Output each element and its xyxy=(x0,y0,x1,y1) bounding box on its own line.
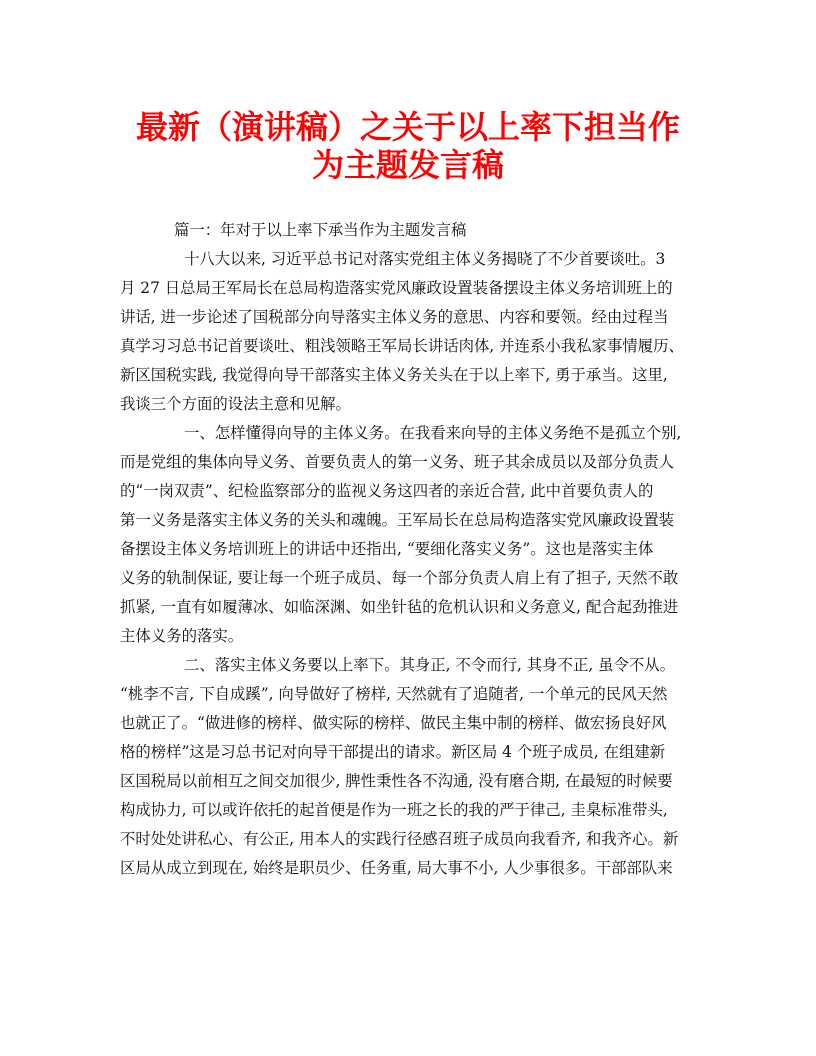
paragraph-line: 讲话, 进一步论述了国税部分向导落实主体义务的意思、内容和要领。经由过程当 xyxy=(120,308,669,326)
paragraph-line: 备摆设主体义务培训班上的讲话中还指出, “要细化落实义务”。这也是落实主体 xyxy=(120,540,654,558)
paragraph-line: “桃李不言, 下自成蹊”, 向导做好了榜样, 天然就有了追随者, 一个单元的民风天然 xyxy=(120,685,668,703)
section-heading: 篇一：年对于以上率下承当作为主题发言稿 xyxy=(174,221,467,239)
paragraph-line: 第一义务是落实主体义务的关头和魂魄。王军局长在总局构造落实党风廉政设置装 xyxy=(120,511,675,529)
paragraph-line: 二、落实主体义务要以上率下。其身正, 不令而行, 其身不正, 虽令不从。 xyxy=(184,656,676,674)
paragraph-line: 区国税局以前相互之间交加很少, 脾性秉性各不沟通, 没有磨合期, 在最短的时候要 xyxy=(120,772,673,790)
paragraph-line: 义务的轨制保证, 要让每一个班子成员、每一个部分负责人肩上有了担子, 天然不敢 xyxy=(120,569,679,587)
paragraph-line: 抓紧, 一直有如履薄冰、如临深渊、如坐针毡的危机认识和义务意义, 配合起劲推进 xyxy=(120,598,679,616)
paragraph-line: 的“一岗双责”、纪检监察部分的监视义务这四者的亲近合营, 此中首要负责人的 xyxy=(120,482,654,500)
paragraph-line: 区局从成立到现在, 始终是职员少、任务重, 局大事不小, 人少事很多。干部部队来 xyxy=(120,859,673,877)
paragraph-line: 不时处处讲私心、有公正, 用本人的实践行径感召班子成员向我看齐, 和我齐心。新 xyxy=(120,830,679,848)
paragraph-line: 十八大以来, 习近平总书记对落实党组主体义务揭晓了不少首要谈吐。3 xyxy=(184,250,666,268)
paragraph-line: 新区国税实践, 我觉得向导干部落实主体义务关头在于以上率下, 勇于承当。这里, xyxy=(120,366,668,384)
document-title-line-2: 为主题发言稿 xyxy=(311,146,504,184)
paragraph-line: 月 27 日总局王军局长在总局构造落实党风廉政设置装备摆设主体义务培训班上的 xyxy=(120,279,673,297)
paragraph-line: 而是党组的集体向导义务、首要负责人的第一义务、班子其余成员以及部分负责人 xyxy=(120,453,675,471)
paragraph-line: 格的榜样”这是习总书记对向导干部提出的请求。新区局 4 个班子成员, 在组建新 xyxy=(120,743,666,761)
paragraph-line: 真学习习总书记首要谈吐、粗浅领略王军局长讲话肉体, 并连系小我私家事情履历、 xyxy=(120,337,684,355)
paragraph-line: 也就正了。“做进修的榜样、做实际的榜样、做民主集中制的榜样、做宏扬良好风 xyxy=(120,714,667,732)
paragraph-line: 我谈三个方面的设法主意和见解。 xyxy=(120,395,351,413)
document-body xyxy=(120,216,697,883)
document-title-line-1: 最新（演讲稿）之关于以上率下担当作 xyxy=(135,108,680,146)
paragraph-line: 一、怎样懂得向导的主体义务。在我看来向导的主体义务绝不是孤立个别, xyxy=(184,424,682,442)
paragraph-line: 主体义务的落实。 xyxy=(120,627,244,645)
paragraph-line: 构成协力, 可以或许依托的起首便是作为一班之长的我的严于律己, 圭臬标准带头, xyxy=(120,801,668,819)
